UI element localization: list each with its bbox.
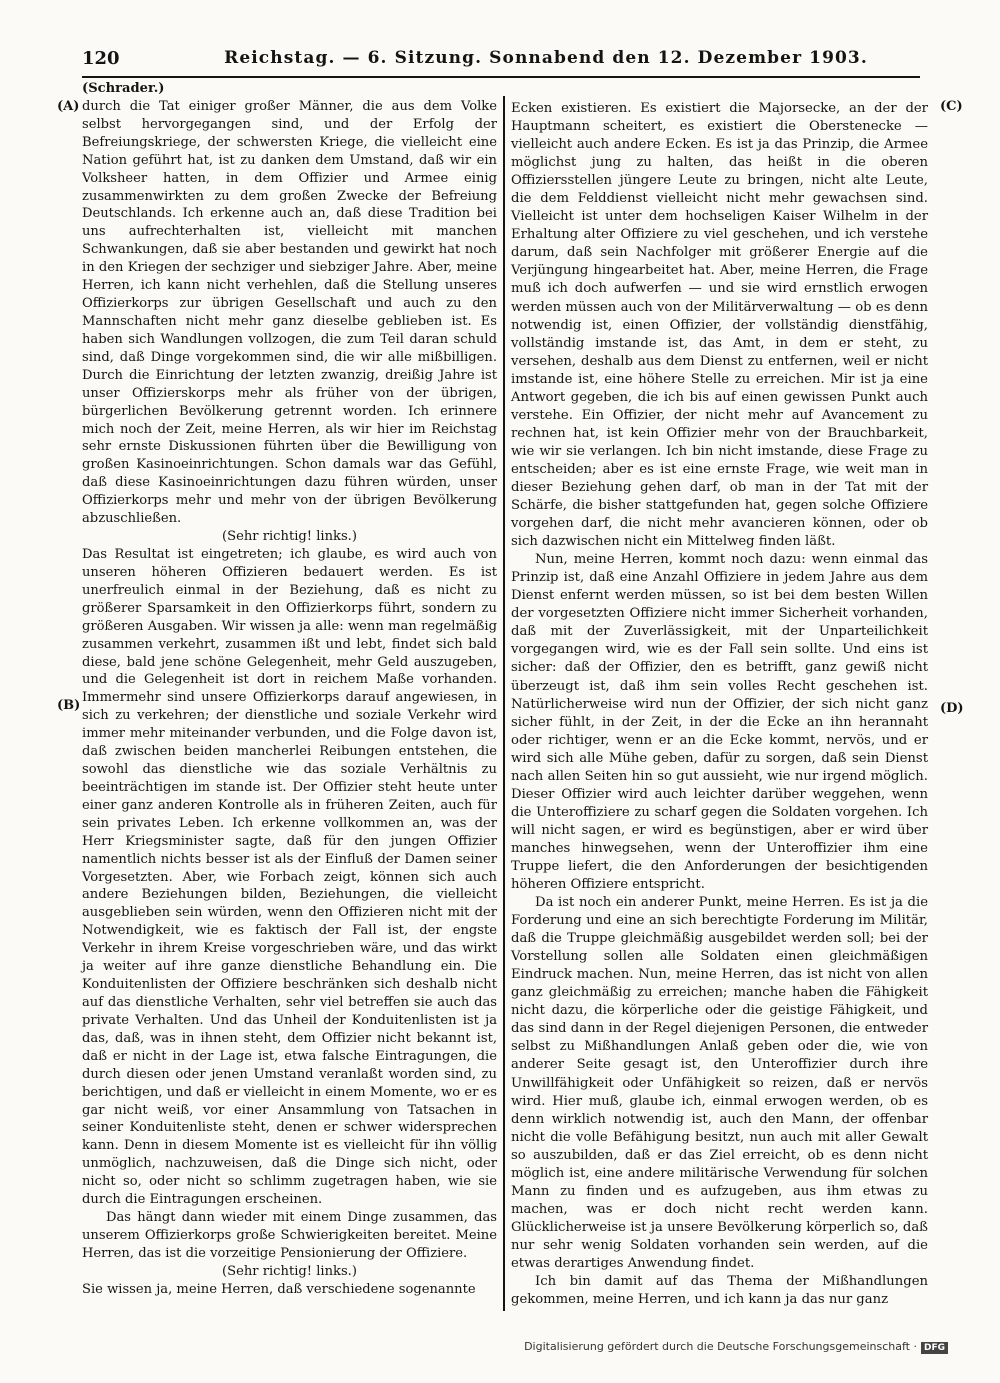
- paragraph: durch die Tat einiger großer Männer, die aus dem Volke selbst hervorgegangen sind, und der Erfolg der Befreiungskriege, der schwersten Kriege, die vielleicht eine Nation geführt hat, ist zu danken dem Umstand, daß wir ein Volksheer hatten, in dem Offizier und Armee einig zusammenwirkten zu dem großen Zwecke der Befreiung Deutschlands. Ich erkenne auch an, daß diese Tradition bei uns aufrechterhalten ist, vielleicht mit manchen Schwankungen, daß sie aber bestanden und gewirkt hat noch in den Kriegen der sechziger und siebziger Jahre. Aber, meine Herren, ich kann nicht verhehlen, daß die Stellung unseres Offizierkorps zur übrigen Gesellschaft und auch zu den Mannschaften nicht mehr ganz dieselbe geblieben ist. Es haben sich Wandlungen vollzogen, die zum Teil daran schuld sind, daß Dinge vorgekommen sind, die wir alle mißbilligen. Durch die Einrichtung der letzten zwanzig, dreißig Jahre ist unser Offizierskorps mehr als früher von der übrigen, bürgerlichen Bevölkerung getrennt worden. Ich erinnere mich noch der Zeit, meine Herren, als wir hier im Reichstag sehr ernste Diskussionen führten über die Bewilligung von großen Kasinoeinrichtungen. Schon damals war das Gefühl, daß diese Kasinoeinrichtungen dazu führen würden, unser Offizierkorps mehr und mehr von der übrigen Bevölkerung abzuschließen.: [82, 98, 497, 527]
- margin-marker-c: (C): [940, 99, 963, 114]
- left-column: [82, 80, 497, 1299]
- paragraph: Da ist noch ein anderer Punkt, meine Herren. Es ist ja die Forderung und eine an sich berechtigte Forderung im Militär, daß die Truppe gleichmäßig ausgebildet werden soll; bei der Vorstellung sollen alle Soldaten einen gleichmäßigen Eindruck machen. Nun, meine Herren, das ist nicht von allen ganz gleichmäßig zu erreichen; manche haben die Fähigkeit nicht dazu, die körperliche oder die geistige Fähigkeit, und das sind dann in der Regel diejenigen Personen, die entweder selbst zu Mißhandlungen Anlaß geben oder die, wie von anderer Seite gesagt ist, den Unteroffizier durch ihre Unwillfähigkeit oder Unfähigkeit so reizen, daß er nervös wird. Hier muß, glaube ich, einmal erwogen werden, ob es denn wirklich notwendig ist, auch den Mann, der offenbar nicht die volle Befähigung besitzt, nun auch mit aller Gewalt so auszubilden, daß er das Ziel erreicht, ob es denn nicht möglich ist, eine andere militärische Verwendung für solchen Mann zu finden und es aufzugeben, aus ihm etwas zu machen, was er doch nicht recht werden kann. Glücklicherweise ist ja unsere Bevölkerung körperlich so, daß nur sehr wenig Soldaten vorhanden sein werden, auf die etwas derartiges Anwendung findet.: [511, 895, 928, 1271]
- paragraph: Das hängt dann wieder mit einem Dinge zusammen, das unserem Offizierkorps große Schwierigkeiten bereitet. Meine Herren, das ist die vorzeitige Pensionierung der Offiziere.: [82, 1210, 497, 1261]
- margin-marker-a: (A): [57, 99, 80, 114]
- header-rule: [82, 76, 920, 78]
- column-divider: [503, 96, 505, 1311]
- margin-marker-d: (D): [940, 701, 964, 716]
- dfg-logo: DFG: [921, 1342, 948, 1354]
- interjection: (Sehr richtig! links.): [222, 1263, 357, 1279]
- paragraph: Nun, meine Herren, kommt noch dazu: wenn einmal das Prinzip ist, daß eine Anzahl Offiziere in jedem Jahre aus dem Dienst enfernt werden müssen, so ist bei dem besten Willen der vorgesetzten Offiziere nicht immer Sicherheit vorhanden, daß mit der Zuverlässigkeit, mit der Unparteilichkeit vorgegangen wird, wie es der Fall sein sollte. Und eins ist sicher: daß der Offizier, den es betrifft, ganz gewiß nicht überzeugt ist, daß ihm sein volles Recht geschehen ist. Natürlicherweise wird nun der Offizier, der sich nicht ganz sicher fühlt, in der Zeit, in der die Ecke an ihn herannaht oder richtiger, wenn er an die Ecke kommt, nervös, und er wird sich alle Mühe geben, dafür zu sorgen, daß sein Dienst nach allen Seiten hin so gut aussieht, wie nur irgend möglich. Dieser Offizier wird auch leichter darüber weggehen, wenn die Unteroffiziere zu scharf gegen die Soldaten vorgehen. Ich will nicht sagen, er wird es begünstigen, aber er wird über manches hinwegsehen, wenn der Unteroffizier ihm eine Truppe liefert, die den Anforderungen der besichtigenden höheren Offiziere entspricht.: [511, 552, 928, 893]
- paragraph: Ecken existieren. Es existiert die Majorsecke, an der der Hauptmann scheitert, es existiert die Oberstenecke — vielleicht auch andere Ecken. Es ist ja das Prinzip, die Armee möglichst jung zu halten, das heißt in die oberen Offiziersstellen jüngere Leute zu bringen, nicht alte Leute, die dem Felddienst vielleicht nicht mehr gewachsen sind. Vielleicht ist unter dem hochseligen Kaiser Wilhelm in der Erhaltung alter Offiziere zu viel geschehen, und ich verstehe darum, daß sein Nachfolger mit größerer Energie auf die Verjüngung hingearbeitet hat. Aber, meine Herren, die Frage muß ich doch aufwerfen — und sie wird ernstlich erwogen werden müssen auch von der Militärverwaltung — ob es denn notwendig ist, einen Offizier, der vollständig dienstfähig, vollständig imstande ist, das Amt, in dem er steht, zu versehen, deshalb aus dem Dienst zu entfernen, weil er nicht imstande ist, eine höhere Stelle zu erreichen. Mir ist ja eine Antwort gegeben, die ich bis auf einen gewissen Punkt auch verstehe. Ein Offizier, der nicht mehr auf Avancement zu rechnen hat, ist kein Offizier mehr von der Brauchbarkeit, wie wir sie verlangen. Ich bin nicht imstande, diese Frage zu entscheiden; aber es ist eine ernste Frage, wie weit man in dieser Beziehung gehen darf, ob man in der Tat mit der Schärfe, die bisher stattgefunden hat, gegen solche Offiziere vorgehen darf, die nicht mehr avancieren können, oder ob sich dazwischen nicht ein Mittelweg finden läßt.: [511, 101, 928, 550]
- paragraph: Ich bin damit auf das Thema der Mißhandlungen gekommen, meine Herren, und ich kann ja das nur ganz: [511, 1274, 928, 1308]
- credit-text: Digitalisierung gefördert durch die Deutsche Forschungsgemeinschaft ·: [524, 1340, 917, 1353]
- speaker-name: (Schrader.): [82, 81, 165, 96]
- running-title: Reichstag. — 6. Sitzung. Sonnabend den 12. Dezember 1903.: [224, 48, 868, 68]
- interjection: (Sehr richtig! links.): [222, 529, 357, 545]
- margin-marker-b: (B): [57, 698, 81, 713]
- right-column: [511, 100, 928, 1309]
- digitization-credit: [524, 1340, 948, 1354]
- page-header: [82, 48, 920, 74]
- paragraph: Sie wissen ja, meine Herren, daß verschiedene sogenannte: [82, 1281, 476, 1297]
- paragraph: Das Resultat ist eingetreten; ich glaube, es wird auch von unseren höheren Offizieren bedauert werden. Es ist unerfreulich einmal in der Beziehung, daß es nicht zu größerer Sparsamkeit in den Offizierkorps führt, sondern zu größeren Ausgaben. Wir wissen ja alle: wenn man regelmäßig zusammen verkehrt, zusammen ißt und lebt, findet sich bald diese, bald jene schöne Gelegenheit, mehr Geld auszugeben, und die Gelegenheit ist dort in reichem Maße vorhanden. Immermehr sind unsere Offizierkorps darauf angewiesen, in sich zu verkehren; der dienstliche und soziale Verkehr wird immer mehr miteinander verbunden, und die Folge davon ist, daß zwischen beiden mancherlei Reibungen entstehen, die sowohl das dienstliche wie das soziale Verhältnis zu beeinträchtigen im stande ist. Der Offizier steht heute unter einer ganz anderen Kontrolle als in früheren Zeiten, auch für sein privates Leben. Ich erkenne vollkommen an, was der Herr Kriegsminister sagte, daß für den jungen Offizier namentlich nichts besser ist als der Einfluß der Damen seiner Vorgesetzten. Aber, wie Forbach zeigt, können sich auch andere Beziehungen bilden, Beziehungen, die vielleicht ausgeblieben sein würden, wenn den Offizieren nicht mit der Notwendigkeit, wie es faktisch der Fall ist, der engste Verkehr in ihrem Kreise vorgeschrieben wäre, und das wirkt ja weiter auf ihre ganze dienstliche Behandlung ein. Die Konduitenlisten der Offiziere beschränken sich deshalb nicht auf das dienstliche Verhalten, sehr viel betreffen sie auch das private Verhalten. Und das Unheil der Konduitenlisten ist ja das, daß, was in ihnen steht, dem Offizier nicht bekannt ist, daß er nicht in der Lage ist, etwa falsche Eintragungen, die durch diesen oder jenen Umstand veranlaßt worden sind, zu berichtigen, und daß er vielleicht in einem Momente, wo er es gar nicht weiß, vor einer Ansammlung von Tatsachen in seiner Konduitenliste steht, denen er schwer widersprechen kann. Denn in diesem Momente ist es vielleicht für ihn völlig unmöglich, nachzuweisen, daß die Dinge sich nicht, oder nicht so, oder nicht so schlimm zugetragen haben, wie sie durch die Eintragungen erscheinen.: [82, 546, 497, 1208]
- page-number: 120: [82, 48, 120, 69]
